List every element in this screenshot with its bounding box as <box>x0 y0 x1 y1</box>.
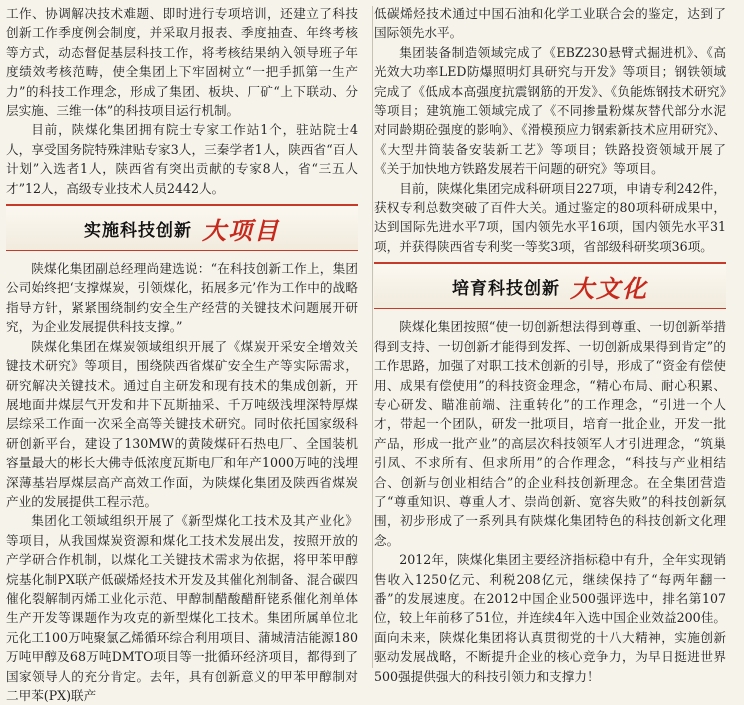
left-column <box>6 4 366 703</box>
heading-brush-text: 大文化 <box>570 273 648 303</box>
paragraph-outlook: 2012年，陕煤化集团主要经济指标稳中有升，全年实现销售收入1250亿元、利税208亿元，继续保持了“每两年翻一番”的发展速度。在2012中国企业500强评选中，排名第107位，较上年前移了51位，并连续4年入选中国企业效益200佳。面向未来，陕煤化集团将认真贯彻党的十八大精神，实施创新驱动发展战略，不断提升企业的核心竞争力，为早日挺进世界500强提供强大的科技引领力和支撑力！ <box>374 552 726 684</box>
section-heading-projects <box>6 204 358 251</box>
paragraph-statistics: 目前，陕煤化集团完成科研项目227项，申请专利242件，获权专利总数突破了百件大关。通过鉴定的80项科研成果中，达到国际先进水平7项，国内领先水平16项，国内领先水平31项，并获得陕西省专利奖一等奖3项，省部级科研奖项36项。 <box>374 180 726 254</box>
paragraph-talent: 目前，陕煤化集团拥有院士专家工作站1个，驻站院士4人，享受国务院特殊津贴专家3人，三秦学者1人，陕西省“百人计划”入选者1人，陕西省有突出贡献的专家8人，省“三五人才”12人，高级专业技术人员2442人。 <box>6 122 358 196</box>
paragraph-mechanism: 工作、协调解决技术难题、即时进行专项培训，还建立了科技创新工作季度例会制度，并采取月报表、季度抽查、年终考核等方式，动态督促基层科技工作，将考核结果纳入领导班子年度绩效考核范畴，使全集团上下牢固树立“一把手抓第一生产力”的科技工作理念，形成了集团、板块、厂矿“上下联动、分层实施、三维一体”的科技项目运行机制。 <box>6 6 358 119</box>
heading-brush-text: 大项目 <box>202 215 280 245</box>
heading-text: 培育科技创新 <box>452 278 560 299</box>
paragraph-equipment: 集团装备制造领域完成了《EBZ230悬臂式掘进机》、《高光效大功率LED防爆照明灯具研究与开发》等项目；钢铁领域完成了《低成本高强度抗震钢筋的开发》、《负能炼钢技术研究》等项目；建筑施工领域完成了《不同掺量粉煤灰替代部分水泥对同龄期砼强度的影响》、《滑模预应力钢索新技术应用研究》、《大型井筒装备安装新工艺》等项目；铁路投资领域开展了《关于加快地方铁路发展若干问题的研究》等项目。 <box>374 44 726 177</box>
paragraph-culture: 陕煤化集团按照“使一切创新想法得到尊重、一切创新举措得到支持、一切创新才能得到发挥、一切创新成果得到肯定”的工作思路，加强了对职工技术创新的引导，形成了“资金有偿使用、成果有偿使用”的科技资金理念，“精心布局、耐心积累、专心研发、瞄准前端、注重转化”的工作理念，“引进一个人才，带起一个团队，研发一批项目，培育一批企业，开发一批产品，形成一批产业”的高层次科技领军人才引进理念，“筑巢引凤、不求所有、但求所用”的合作理念，“科技与产业相结合、创新与创业相结合”的企业科技创新理念。在全集团营造了“尊重知识、尊重人才、崇尚创新、宽容失败”的科技创新氛围，初步形成了一系列具有陕煤化集团特色的科技创新文化理念。 <box>374 319 726 548</box>
right-column <box>366 4 726 684</box>
paragraph-coal: 陕煤化集团在煤炭领域组织开展了《煤炭开采安全增效关键技术研究》等项目，围绕陕西省煤矿安全生产等实际需求，研究解决关键技术。通过自主研发和现有技术的集成创新，开展地面井煤层气开发和井下瓦斯抽采、千万吨级浅埋深特厚煤层综采工作面一次采全高等关键技术研究。同时依托国家级科研创新平台，建设了130MW的黄陵煤矸石热电厂、全国装机容量最大的彬长大佛寺低浓度瓦斯电厂和年产1000万吨的浅埋深薄基岩厚煤层高产高效工作面，为陕煤化集团及陕西省煤炭产业的发展提供工程示范。 <box>6 338 358 509</box>
heading-text: 实施科技创新 <box>84 220 192 241</box>
paragraph-chemical: 集团化工领域组织开展了《新型煤化工技术及其产业化》等项目，从我国煤炭资源和煤化工技术发展出发，按照开放的产学研合作机制，以煤化工关键技术需求为依据，将甲苯甲醇烷基化制PX联产低碳烯烃技术开发及其催化剂制备、混合碳四催化裂解制丙烯工业化示范、甲醇制醋酸醋酐铑系催化剂单体生产开发等课题作为攻克的新型煤化工技术。集团所属单位北元化工100万吨聚氯乙烯循环综合利用项目、蒲城清洁能源180万吨甲醇及68万吨DMTO项目等一批循环经济项目，都得到了国家领导人的充分肯定。去年，具有创新意义的甲苯甲醇制对二甲苯(PX)联产 <box>6 513 358 703</box>
paragraph-continuation: 低碳烯烃技术通过中国石油和化学工业联合会的鉴定，达到了国际领先水平。 <box>374 6 726 41</box>
paragraph-quote: 陕煤化集团副总经理尚建选说：“在科技创新工作上，集团公司始终把‘支撑煤炭，引领煤化，拓展多元’作为工作中的战略指导方针，紧紧围绕制约安全生产经营的关键技术问题展开研究，为企业发展提供科技支撑。” <box>6 261 358 335</box>
section-heading-culture <box>374 262 726 309</box>
